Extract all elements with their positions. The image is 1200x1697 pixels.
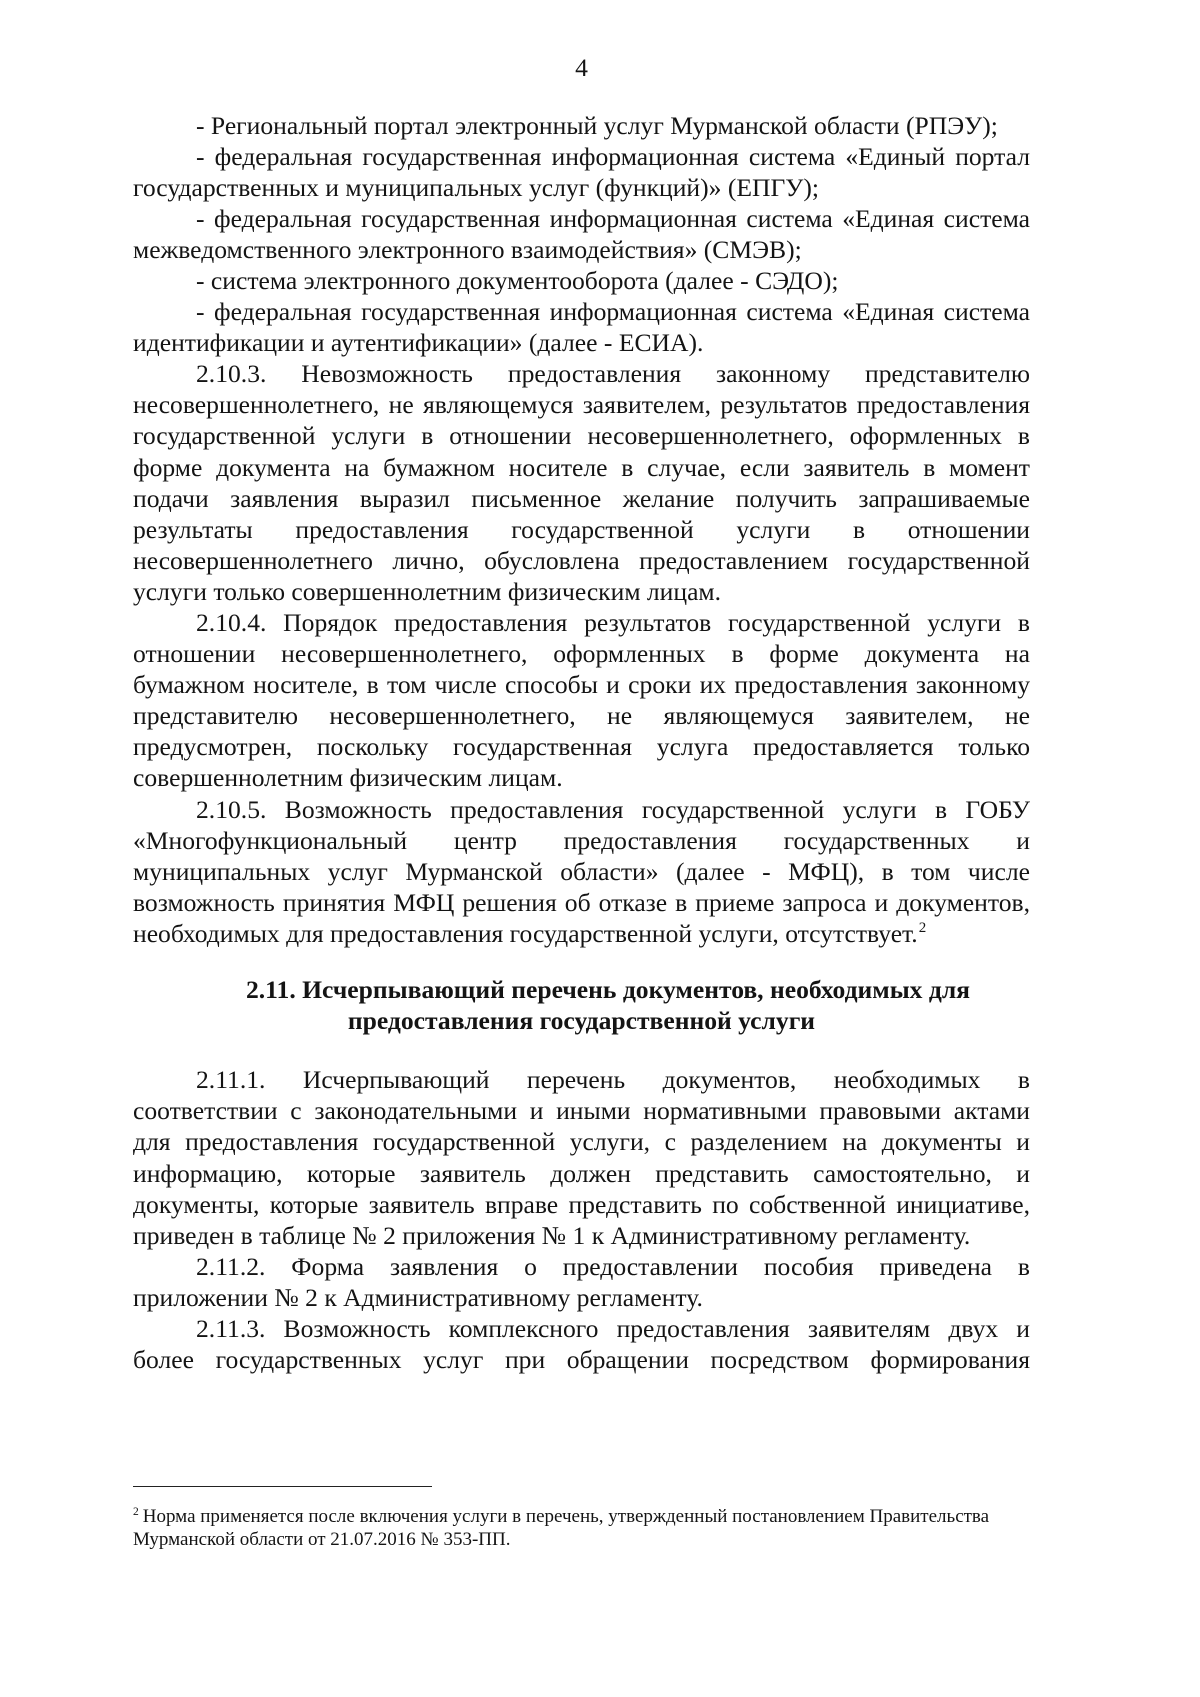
text-line: приложении № 2 к Административному регламенту. bbox=[133, 1282, 703, 1312]
text-line: отношении несовершеннолетнего, оформленных в форме документа на bbox=[133, 639, 1030, 669]
text-line: 2.10.4. Порядок предоставления результатов государственной услуги в bbox=[196, 608, 1030, 637]
section-heading bbox=[133, 974, 1030, 1036]
footnote-marker: 2 bbox=[133, 1505, 139, 1518]
text-line: муниципальных услуг Мурманской области» (далее - МФЦ), в том числе bbox=[133, 856, 1030, 886]
text-line: представителю несовершеннолетнего, не являющемуся заявителем, не bbox=[133, 701, 1030, 731]
heading-line: 2.11. Исчерпывающий перечень документов, необходимых для bbox=[245, 975, 971, 1005]
footnote-text: Норма применяется после включения услуги в перечень, утвержденный постановлением Правительства bbox=[142, 1505, 990, 1527]
list-item-esia bbox=[133, 296, 1030, 358]
clause-2-11-3 bbox=[133, 1313, 1030, 1375]
text-line: подачи заявления выразил письменное желание получить запрашиваемые bbox=[133, 483, 1030, 513]
clause-2-11-2 bbox=[133, 1251, 1030, 1313]
text-line: 2.11.3. Возможность комплексного предоставления заявителям двух и bbox=[196, 1313, 1030, 1343]
text-line: 2.10.3. Невозможность предоставления законному представителю bbox=[196, 359, 1030, 389]
text-line: результаты предоставления государственной услуги в отношении bbox=[133, 514, 1030, 544]
heading-line: предоставления государственной услуги bbox=[347, 1006, 816, 1036]
footnote-line bbox=[133, 1505, 1030, 1528]
footnote bbox=[133, 1505, 1030, 1551]
clause-2-10-3 bbox=[133, 358, 1030, 607]
text-line: несовершеннолетнего, не являющемуся заявителем, результатов предоставления bbox=[133, 390, 1030, 420]
text-line: форме документа на бумажном носителе в случае, если заявитель в момент bbox=[133, 452, 1030, 482]
document-body bbox=[133, 110, 1030, 1376]
text-line: - федеральная государственная информационная система «Единая система bbox=[196, 297, 1030, 327]
text-line: «Многофункциональный центр предоставления государственных и bbox=[133, 825, 1030, 855]
text-line: услуги только совершеннолетним физическим лицам. bbox=[133, 576, 722, 606]
text-line: несовершеннолетнего лично, обусловлена предоставлением государственной bbox=[133, 545, 1030, 575]
clause-2-10-5 bbox=[133, 794, 1030, 949]
text-line: предусмотрен, поскольку государственная услуга предоставляется только bbox=[133, 732, 1030, 762]
text-line: - федеральная государственная информационная система «Единый портал bbox=[196, 141, 1030, 171]
list-item-sedo bbox=[133, 265, 1030, 296]
text-line: 2.11.2. Форма заявления о предоставлении пособия приведена в bbox=[196, 1251, 1030, 1281]
text-line: 2.11.1. Исчерпывающий перечень документов, необходимых в bbox=[196, 1065, 1030, 1095]
text-line: бумажном носителе, в том числе способы и сроки их предоставления законному bbox=[133, 670, 1030, 700]
footnote-separator bbox=[133, 1486, 432, 1487]
text-line: совершеннолетним физическим лицам. bbox=[133, 763, 563, 793]
text-line: для предоставления государственной услуги, с разделением на документы и bbox=[133, 1127, 1030, 1157]
text-line: идентификации и аутентификации» (далее - ЕСИА). bbox=[133, 328, 704, 358]
text-line: - система электронного документооборота (далее - СЭДО); bbox=[196, 265, 839, 295]
list-item-smev bbox=[133, 203, 1030, 265]
text-line: межведомственного электронного взаимодействия» (СМЭВ); bbox=[133, 234, 802, 264]
text-line: - Региональный портал электронный услуг Мурманской области (РПЭУ); bbox=[196, 110, 998, 140]
footnote-line: Мурманской области от 21.07.2016 № 353-ПП. bbox=[133, 1528, 511, 1550]
footnote-ref-marker[interactable]: 2 bbox=[918, 919, 927, 936]
text-line-with-footnote bbox=[133, 918, 1030, 949]
clause-2-10-4 bbox=[133, 607, 1030, 794]
text-line: необходимых для предоставления государственной услуги, отсутствует. bbox=[133, 918, 918, 948]
text-line: государственной услуги в отношении несовершеннолетнего, оформленных в bbox=[133, 421, 1030, 451]
text-line: документы, которые заявитель вправе представить по собственной инициативе, bbox=[133, 1189, 1030, 1219]
text-line: информацию, которые заявитель должен представить самостоятельно, и bbox=[133, 1158, 1030, 1188]
text-line: соответствии с законодательными и иными нормативными правовыми актами bbox=[133, 1096, 1030, 1126]
text-line: приведен в таблице № 2 приложения № 1 к Административному регламенту. bbox=[133, 1220, 971, 1250]
text-line: государственных и муниципальных услуг (функций)» (ЕПГУ); bbox=[133, 172, 820, 202]
text-line: - федеральная государственная информационная система «Единая система bbox=[196, 203, 1030, 233]
list-item-rpeu bbox=[133, 110, 1030, 141]
list-item-epgu bbox=[133, 141, 1030, 203]
page-number: 4 bbox=[575, 53, 588, 82]
text-line: более государственных услуг при обращении посредством формирования bbox=[133, 1345, 1030, 1375]
clause-2-11-1 bbox=[133, 1064, 1030, 1251]
text-line: 2.10.5. Возможность предоставления государственной услуги в ГОБУ bbox=[196, 794, 1030, 824]
text-line: возможность принятия МФЦ решения об отказе в приеме запроса и документов, bbox=[133, 887, 1030, 917]
